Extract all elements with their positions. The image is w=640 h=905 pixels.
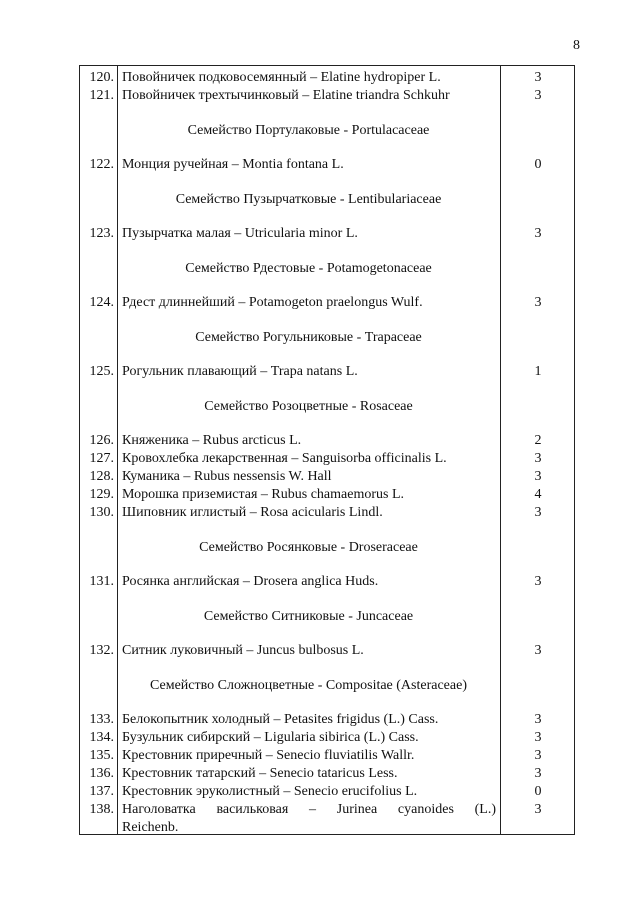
species-name: Наголоватка васильковая – Jurinea cyanoides (L.) xyxy=(122,802,496,817)
table-row xyxy=(80,486,576,504)
species-name: Рдест длиннейший – Potamogeton praelongus Wulf. xyxy=(122,295,423,310)
status-category: 4 xyxy=(534,487,542,502)
species-name: Княженика – Rubus arcticus L. xyxy=(122,433,302,448)
row-number: 134. xyxy=(89,730,114,745)
species-name: Монция ручейная – Montia fontana L. xyxy=(122,157,344,172)
status-category: 0 xyxy=(534,157,542,172)
table-row xyxy=(80,363,576,381)
table-row xyxy=(80,450,576,468)
row-number: 122. xyxy=(89,157,114,172)
table-row xyxy=(80,573,576,591)
row-number: 125. xyxy=(89,364,114,379)
status-category: 3 xyxy=(534,766,542,781)
status-category: 3 xyxy=(534,469,542,484)
table-row xyxy=(80,225,576,243)
table-row xyxy=(80,783,576,801)
row-number: 126. xyxy=(89,433,114,448)
table-row xyxy=(80,642,576,660)
family-heading: Семейство Рдестовые - Potamogetonaceae xyxy=(185,261,432,276)
row-number: 128. xyxy=(89,469,114,484)
status-category: 1 xyxy=(534,364,542,379)
status-category: 3 xyxy=(534,748,542,763)
family-heading: Семейство Пузырчатковые - Lentibulariaceae xyxy=(175,192,442,207)
status-category: 3 xyxy=(534,451,542,466)
row-number: 123. xyxy=(89,226,114,241)
status-category: 3 xyxy=(534,574,542,589)
family-heading: Семейство Розоцветные - Rosaceae xyxy=(204,399,413,414)
status-category: 3 xyxy=(534,226,542,241)
species-table xyxy=(79,65,575,835)
page-number: 8 xyxy=(573,38,580,53)
status-category: 3 xyxy=(534,88,542,103)
species-name: Куманика – Rubus nessensis W. Hall xyxy=(122,469,332,484)
table-row xyxy=(80,69,576,87)
species-name: Крестовник татарский – Senecio tataricus Less. xyxy=(122,766,398,781)
table-row xyxy=(80,747,576,765)
row-number: 121. xyxy=(89,88,114,103)
status-category: 0 xyxy=(534,784,542,799)
status-category: 3 xyxy=(534,802,542,817)
row-number: 133. xyxy=(89,712,114,727)
species-name-continuation: Reichenb. xyxy=(122,820,179,835)
table-row xyxy=(80,801,576,819)
status-category: 3 xyxy=(534,730,542,745)
row-number: 127. xyxy=(89,451,114,466)
species-name: Крестовник приречный – Senecio fluviatilis Wallr. xyxy=(122,748,415,763)
table-row xyxy=(80,729,576,747)
family-heading: Семейство Портулаковые - Portulacaceae xyxy=(187,123,430,138)
species-name: Белокопытник холодный – Petasites frigidus (L.) Cass. xyxy=(122,712,439,727)
row-number: 130. xyxy=(89,505,114,520)
status-category: 3 xyxy=(534,295,542,310)
species-name: Ситник луковичный – Juncus bulbosus L. xyxy=(122,643,364,658)
species-name: Шиповник иглистый – Rosa acicularis Lindl. xyxy=(122,505,383,520)
status-category: 3 xyxy=(534,712,542,727)
species-name: Росянка английская – Drosera anglica Huds. xyxy=(122,574,379,589)
row-number: 135. xyxy=(89,748,114,763)
status-category: 3 xyxy=(534,643,542,658)
row-number: 120. xyxy=(89,70,114,85)
species-name: Повойничек трехтычинковый – Elatine triandra Schkuhr xyxy=(122,88,450,103)
species-name: Кровохлебка лекарственная – Sanguisorba officinalis L. xyxy=(122,451,447,466)
table-row xyxy=(80,294,576,312)
family-heading: Семейство Росянковые - Droseraceae xyxy=(199,540,418,555)
table-row xyxy=(80,711,576,729)
table-row xyxy=(80,504,576,522)
row-number: 129. xyxy=(89,487,114,502)
family-heading: Семейство Рогульниковые - Trapaceae xyxy=(195,330,422,345)
species-name: Морошка приземистая – Rubus chamaemorus L. xyxy=(122,487,405,502)
table-row xyxy=(80,156,576,174)
family-heading: Семейство Сложноцветные - Compositae (Asteraceae) xyxy=(149,678,467,693)
row-number: 138. xyxy=(89,802,114,817)
family-heading: Семейство Ситниковые - Juncaceae xyxy=(203,609,414,624)
row-number: 132. xyxy=(89,643,114,658)
table-row xyxy=(80,87,576,105)
species-name: Рогульник плавающий – Trapa natans L. xyxy=(122,364,358,379)
table-row xyxy=(80,468,576,486)
status-category: 3 xyxy=(534,70,542,85)
status-category: 3 xyxy=(534,505,542,520)
species-name: Крестовник эруколистный – Senecio erucifolius L. xyxy=(122,784,418,799)
row-number: 131. xyxy=(89,574,114,589)
table-row xyxy=(80,432,576,450)
species-name: Бузульник сибирский – Ligularia sibirica (L.) Cass. xyxy=(122,730,419,745)
species-name: Повойничек подковосемянный – Elatine hydropiper L. xyxy=(122,70,441,85)
status-category: 2 xyxy=(534,433,542,448)
row-number: 124. xyxy=(89,295,114,310)
row-number: 137. xyxy=(89,784,114,799)
table-row xyxy=(80,765,576,783)
species-name: Пузырчатка малая – Utricularia minor L. xyxy=(122,226,358,241)
row-number: 136. xyxy=(89,766,114,781)
